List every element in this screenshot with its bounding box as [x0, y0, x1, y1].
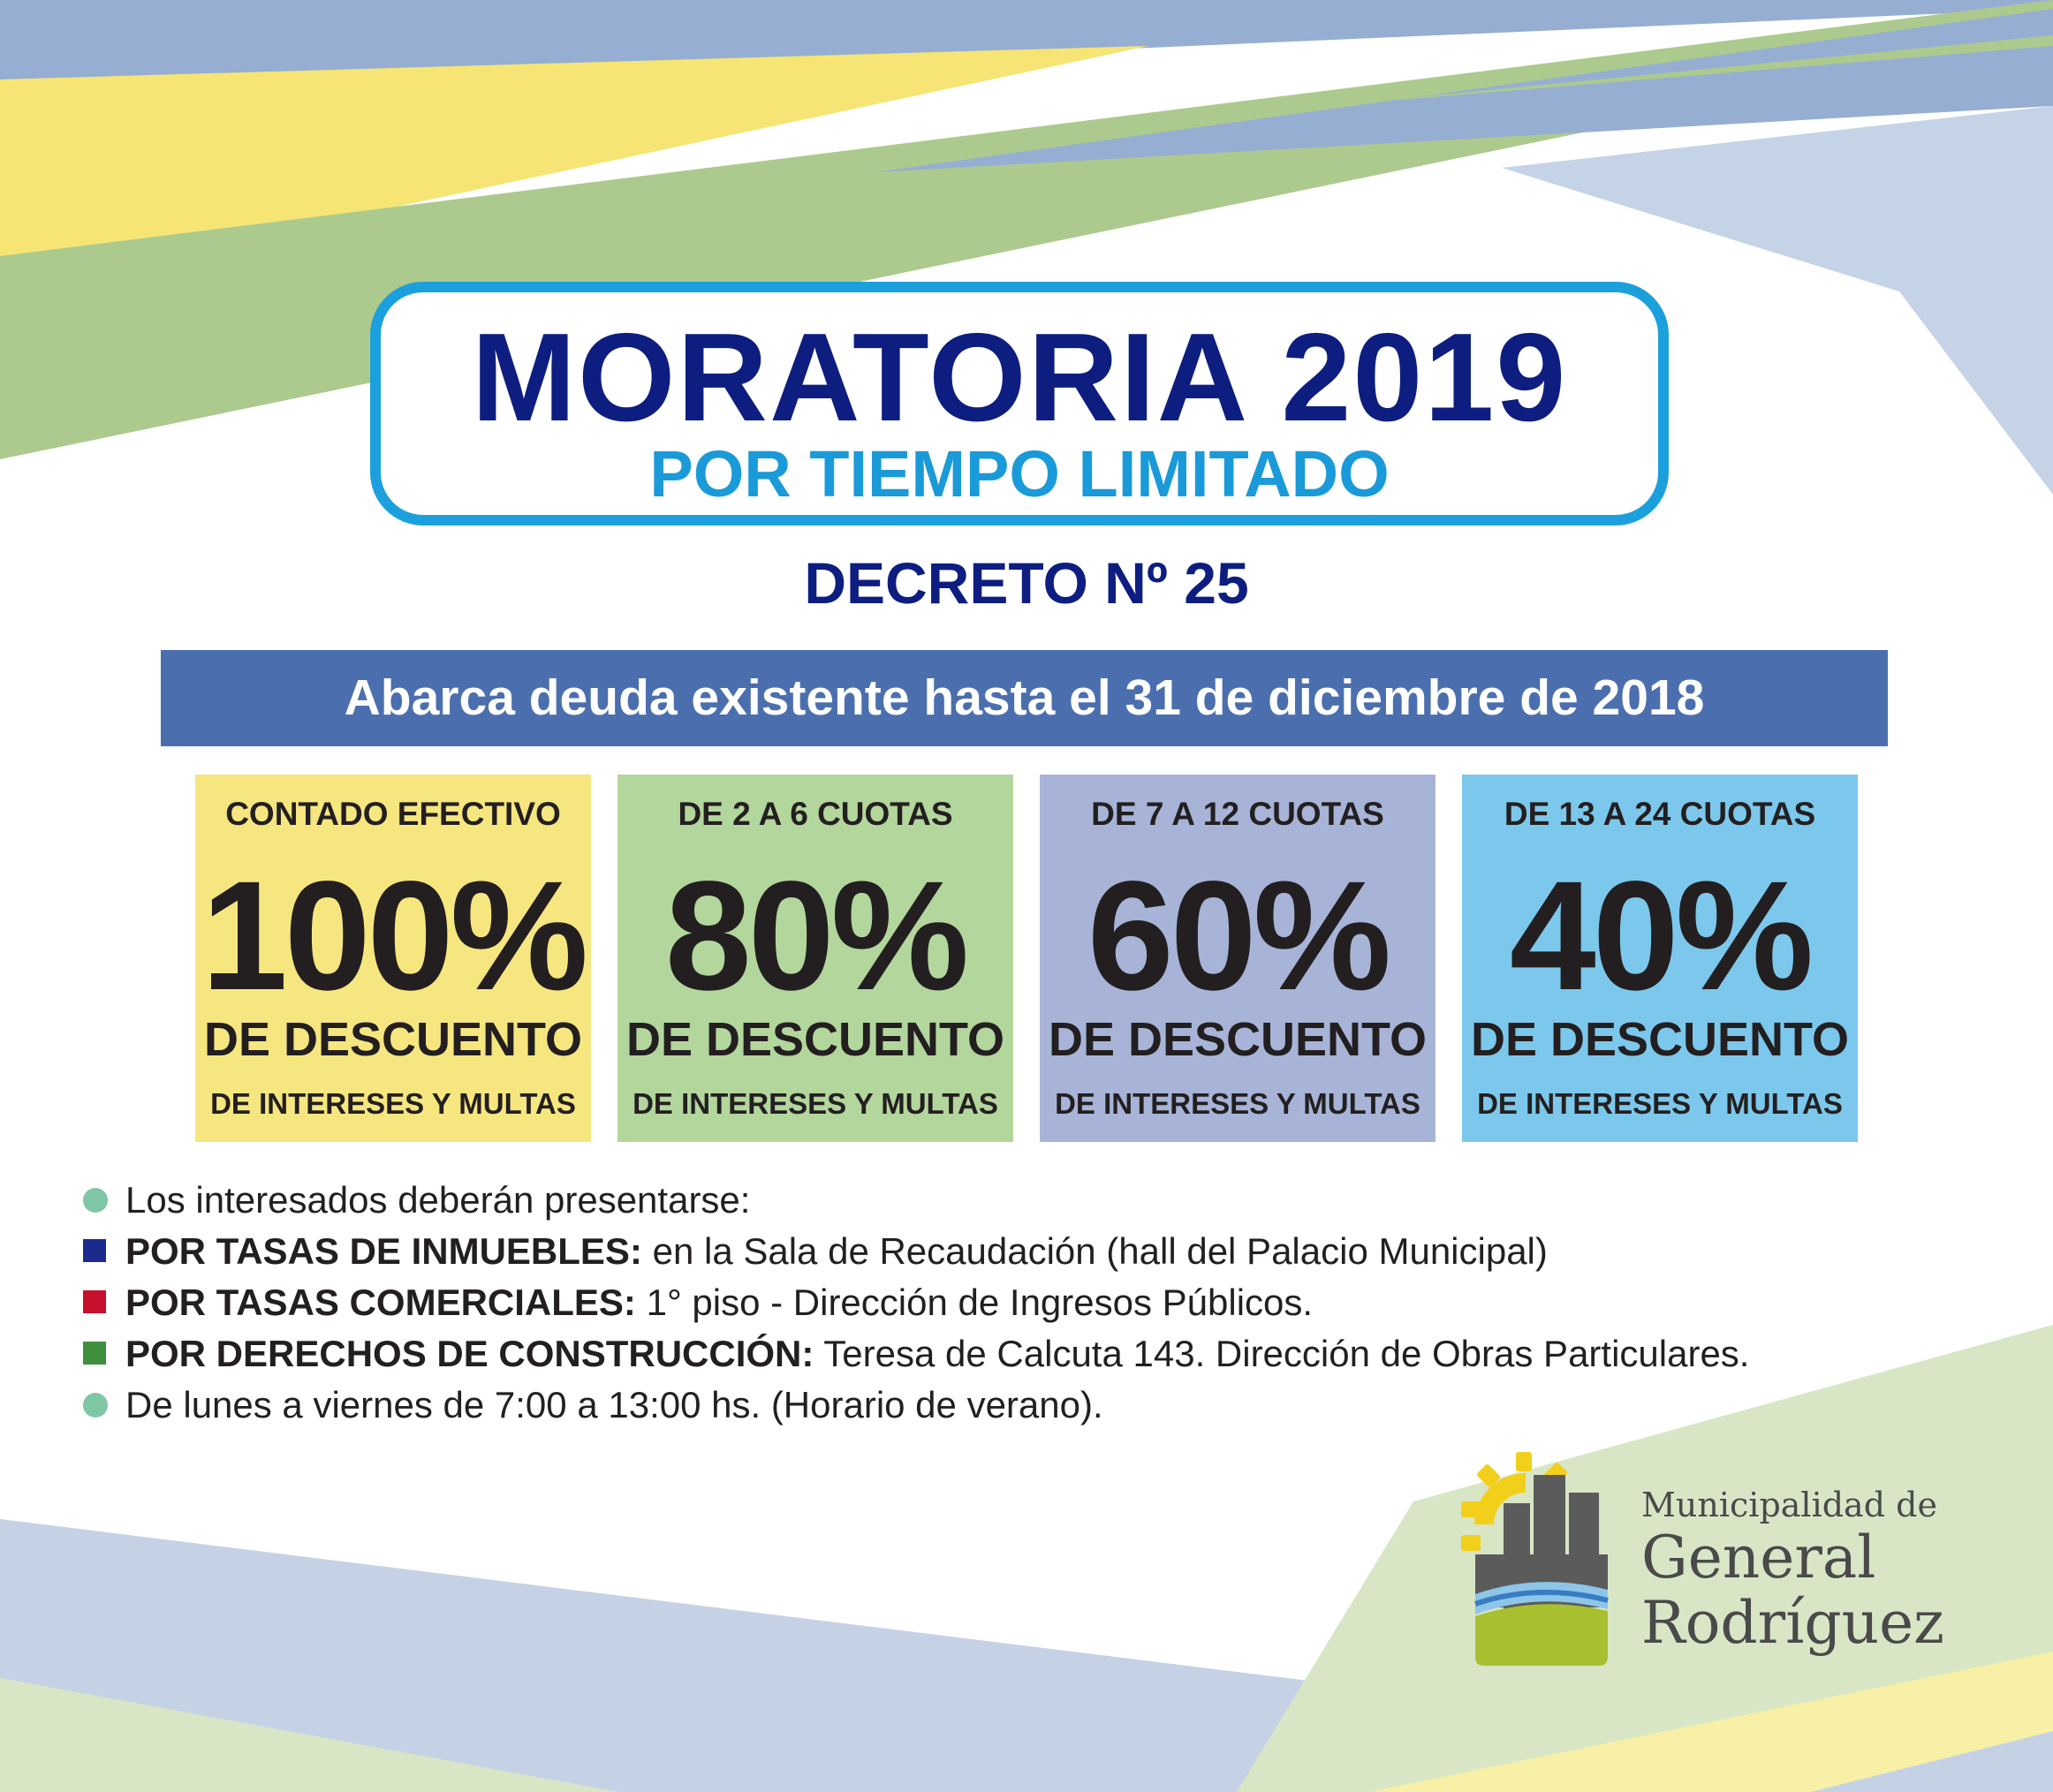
- card-detail: DE INTERESES Y MULTAS: [210, 1087, 576, 1120]
- discount-card-2-6: [617, 775, 1013, 1142]
- logo-line-1: Municipalidad de: [1641, 1486, 1937, 1524]
- card-label: CONTADO EFECTIVO: [225, 796, 561, 832]
- card-percent: 80%: [664, 850, 966, 1023]
- circle-bullet-icon: [83, 1188, 108, 1213]
- card-label: DE 2 A 6 CUOTAS: [678, 796, 953, 832]
- square-bullet-icon: [83, 1342, 106, 1365]
- page-title: MORATORIA 2019: [471, 307, 1568, 448]
- card-percent: 60%: [1087, 850, 1389, 1023]
- discount-card-13-24: [1462, 775, 1858, 1142]
- card-discount: DE DESCUENTO: [203, 1013, 583, 1066]
- discount-card-cash: [195, 775, 591, 1142]
- logo-line-3: Rodríguez: [1641, 1589, 1944, 1657]
- decree-label: DECRETO Nº 25: [804, 550, 1249, 616]
- title-box: [370, 282, 1669, 526]
- list-item: [80, 1380, 2023, 1431]
- item-heading: POR TASAS DE INMUEBLES:: [125, 1230, 642, 1272]
- municipality-logo: [1459, 1448, 2016, 1669]
- list-item: [80, 1328, 2023, 1380]
- card-label: DE 7 A 12 CUOTAS: [1091, 796, 1384, 832]
- logo-line-2: General: [1641, 1524, 1876, 1592]
- card-percent: 40%: [1509, 850, 1811, 1023]
- list-item: [80, 1226, 2023, 1277]
- item-heading: POR TASAS COMERCIALES:: [125, 1282, 636, 1323]
- discount-card-7-12: [1040, 775, 1436, 1142]
- card-discount: DE DESCUENTO: [1048, 1013, 1428, 1066]
- item-text: 1° piso - Dirección de Ingresos Públicos.: [635, 1282, 1314, 1323]
- info-list: [80, 1175, 2023, 1431]
- page-subtitle: POR TIEMPO LIMITADO: [649, 437, 1390, 510]
- card-detail: DE INTERESES Y MULTAS: [633, 1087, 998, 1120]
- coverage-banner: Abarca deuda existente hasta el 31 de diciembre de 2018: [161, 650, 1888, 746]
- card-discount: DE DESCUENTO: [625, 1013, 1005, 1066]
- circle-bullet-icon: [83, 1393, 108, 1418]
- card-detail: DE INTERESES Y MULTAS: [1055, 1087, 1420, 1120]
- list-item: [80, 1175, 2023, 1226]
- gear-city-landscape-icon: [1459, 1448, 1627, 1669]
- card-percent: 100%: [201, 850, 586, 1023]
- square-bullet-icon: [83, 1290, 106, 1313]
- item-text: Los interesados deberán presentarse:: [125, 1179, 751, 1221]
- list-item: [80, 1277, 2023, 1328]
- card-detail: DE INTERESES Y MULTAS: [1477, 1087, 1843, 1120]
- item-text: Teresa de Calcuta 143. Dirección de Obras Particulares.: [814, 1333, 1750, 1374]
- square-bullet-icon: [83, 1239, 106, 1262]
- item-heading: POR DERECHOS DE CONSTRUCCIÓN:: [125, 1333, 814, 1374]
- item-text: en la Sala de Recaudación (hall del Palacio Municipal): [641, 1230, 1548, 1272]
- card-discount: DE DESCUENTO: [1470, 1013, 1850, 1066]
- item-text: De lunes a viernes de 7:00 a 13:00 hs. (Horario de verano).: [125, 1384, 1103, 1425]
- card-label: DE 13 A 24 CUOTAS: [1504, 796, 1816, 832]
